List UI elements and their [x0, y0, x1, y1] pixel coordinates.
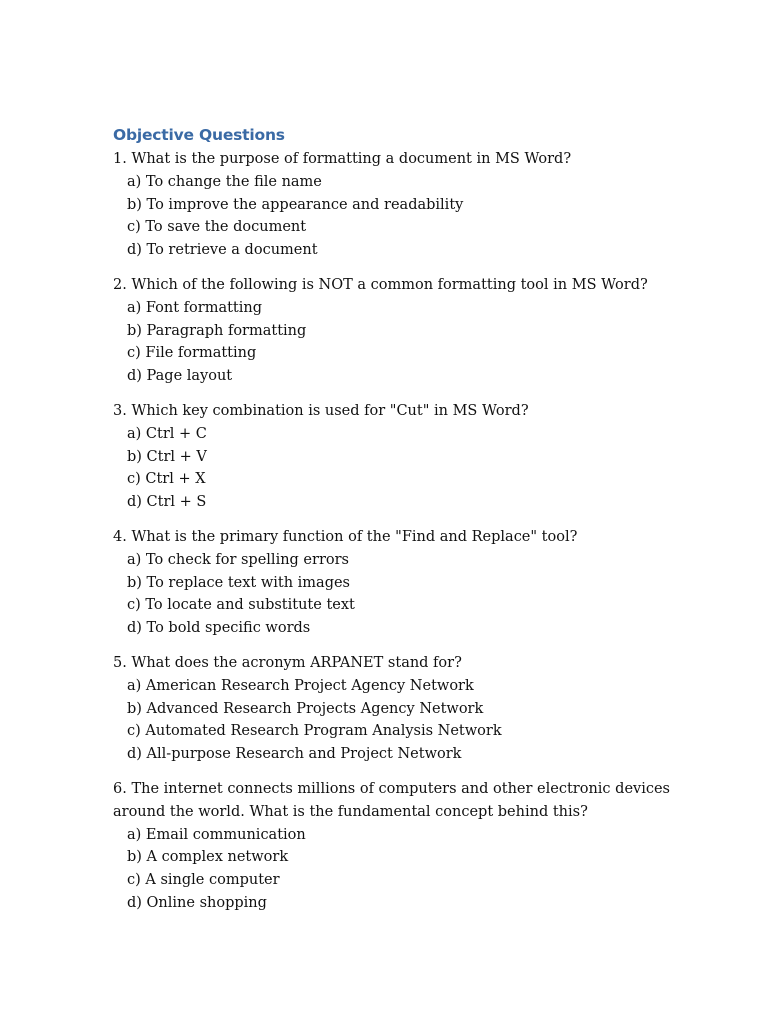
- question-text: 1. What is the purpose of formatting a document in MS Word?: [113, 151, 572, 167]
- option-list: [113, 423, 713, 514]
- question-2: [113, 274, 713, 388]
- option-list: [113, 824, 713, 915]
- option-b: b) Ctrl + V: [127, 448, 207, 465]
- option-a: a) Email communication: [127, 826, 306, 843]
- option-c: c) Ctrl + X: [127, 471, 206, 488]
- option-c: c) To locate and substitute text: [127, 597, 355, 614]
- option-d: d) Online shopping: [127, 894, 267, 911]
- question-3: [113, 400, 713, 514]
- document-page: [113, 123, 713, 927]
- option-b: b) To improve the appearance and readability: [127, 196, 464, 213]
- option-b: b) A complex network: [127, 849, 289, 866]
- option-d: d) To retrieve a document: [127, 242, 318, 259]
- option-d: d) Ctrl + S: [127, 494, 207, 511]
- question-text: 4. What is the primary function of the "Find and Replace" tool?: [113, 528, 578, 545]
- option-list: [113, 675, 713, 766]
- option-a: a) American Research Project Agency Network: [127, 677, 474, 694]
- section-heading: Objective Questions: [113, 126, 285, 144]
- option-a: a) To change the file name: [127, 173, 322, 190]
- option-c: c) To save the document: [127, 219, 307, 236]
- option-list: [113, 297, 713, 388]
- question-5: [113, 652, 713, 766]
- option-a: a) Font formatting: [127, 299, 263, 316]
- question-text: 2. Which of the following is NOT a common formatting tool in MS Word?: [113, 276, 648, 293]
- question-6: [113, 778, 713, 915]
- question-text: 5. What does the acronym ARPANET stand for?: [113, 654, 462, 671]
- option-b: b) Paragraph formatting: [127, 322, 307, 339]
- option-c: c) Automated Research Program Analysis Network: [127, 723, 502, 740]
- option-c: c) File formatting: [127, 345, 257, 362]
- option-b: b) Advanced Research Projects Agency Network: [127, 700, 484, 717]
- option-d: d) To bold specific words: [127, 620, 311, 637]
- option-d: d) Page layout: [127, 368, 233, 385]
- question-1: [113, 148, 713, 262]
- option-list: [113, 549, 713, 640]
- option-c: c) A single computer: [127, 872, 280, 889]
- option-a: a) To check for spelling errors: [127, 551, 349, 568]
- option-a: a) Ctrl + C: [127, 425, 207, 442]
- option-list: [113, 171, 713, 262]
- option-d: d) All-purpose Research and Project Network: [127, 746, 462, 763]
- option-b: b) To replace text with images: [127, 574, 351, 591]
- question-4: [113, 526, 713, 640]
- question-text: 6. The internet connects millions of computers and other electronic devices around the world. What is the fundamental concept behind this?: [113, 780, 670, 820]
- question-text: 3. Which key combination is used for "Cut" in MS Word?: [113, 402, 529, 419]
